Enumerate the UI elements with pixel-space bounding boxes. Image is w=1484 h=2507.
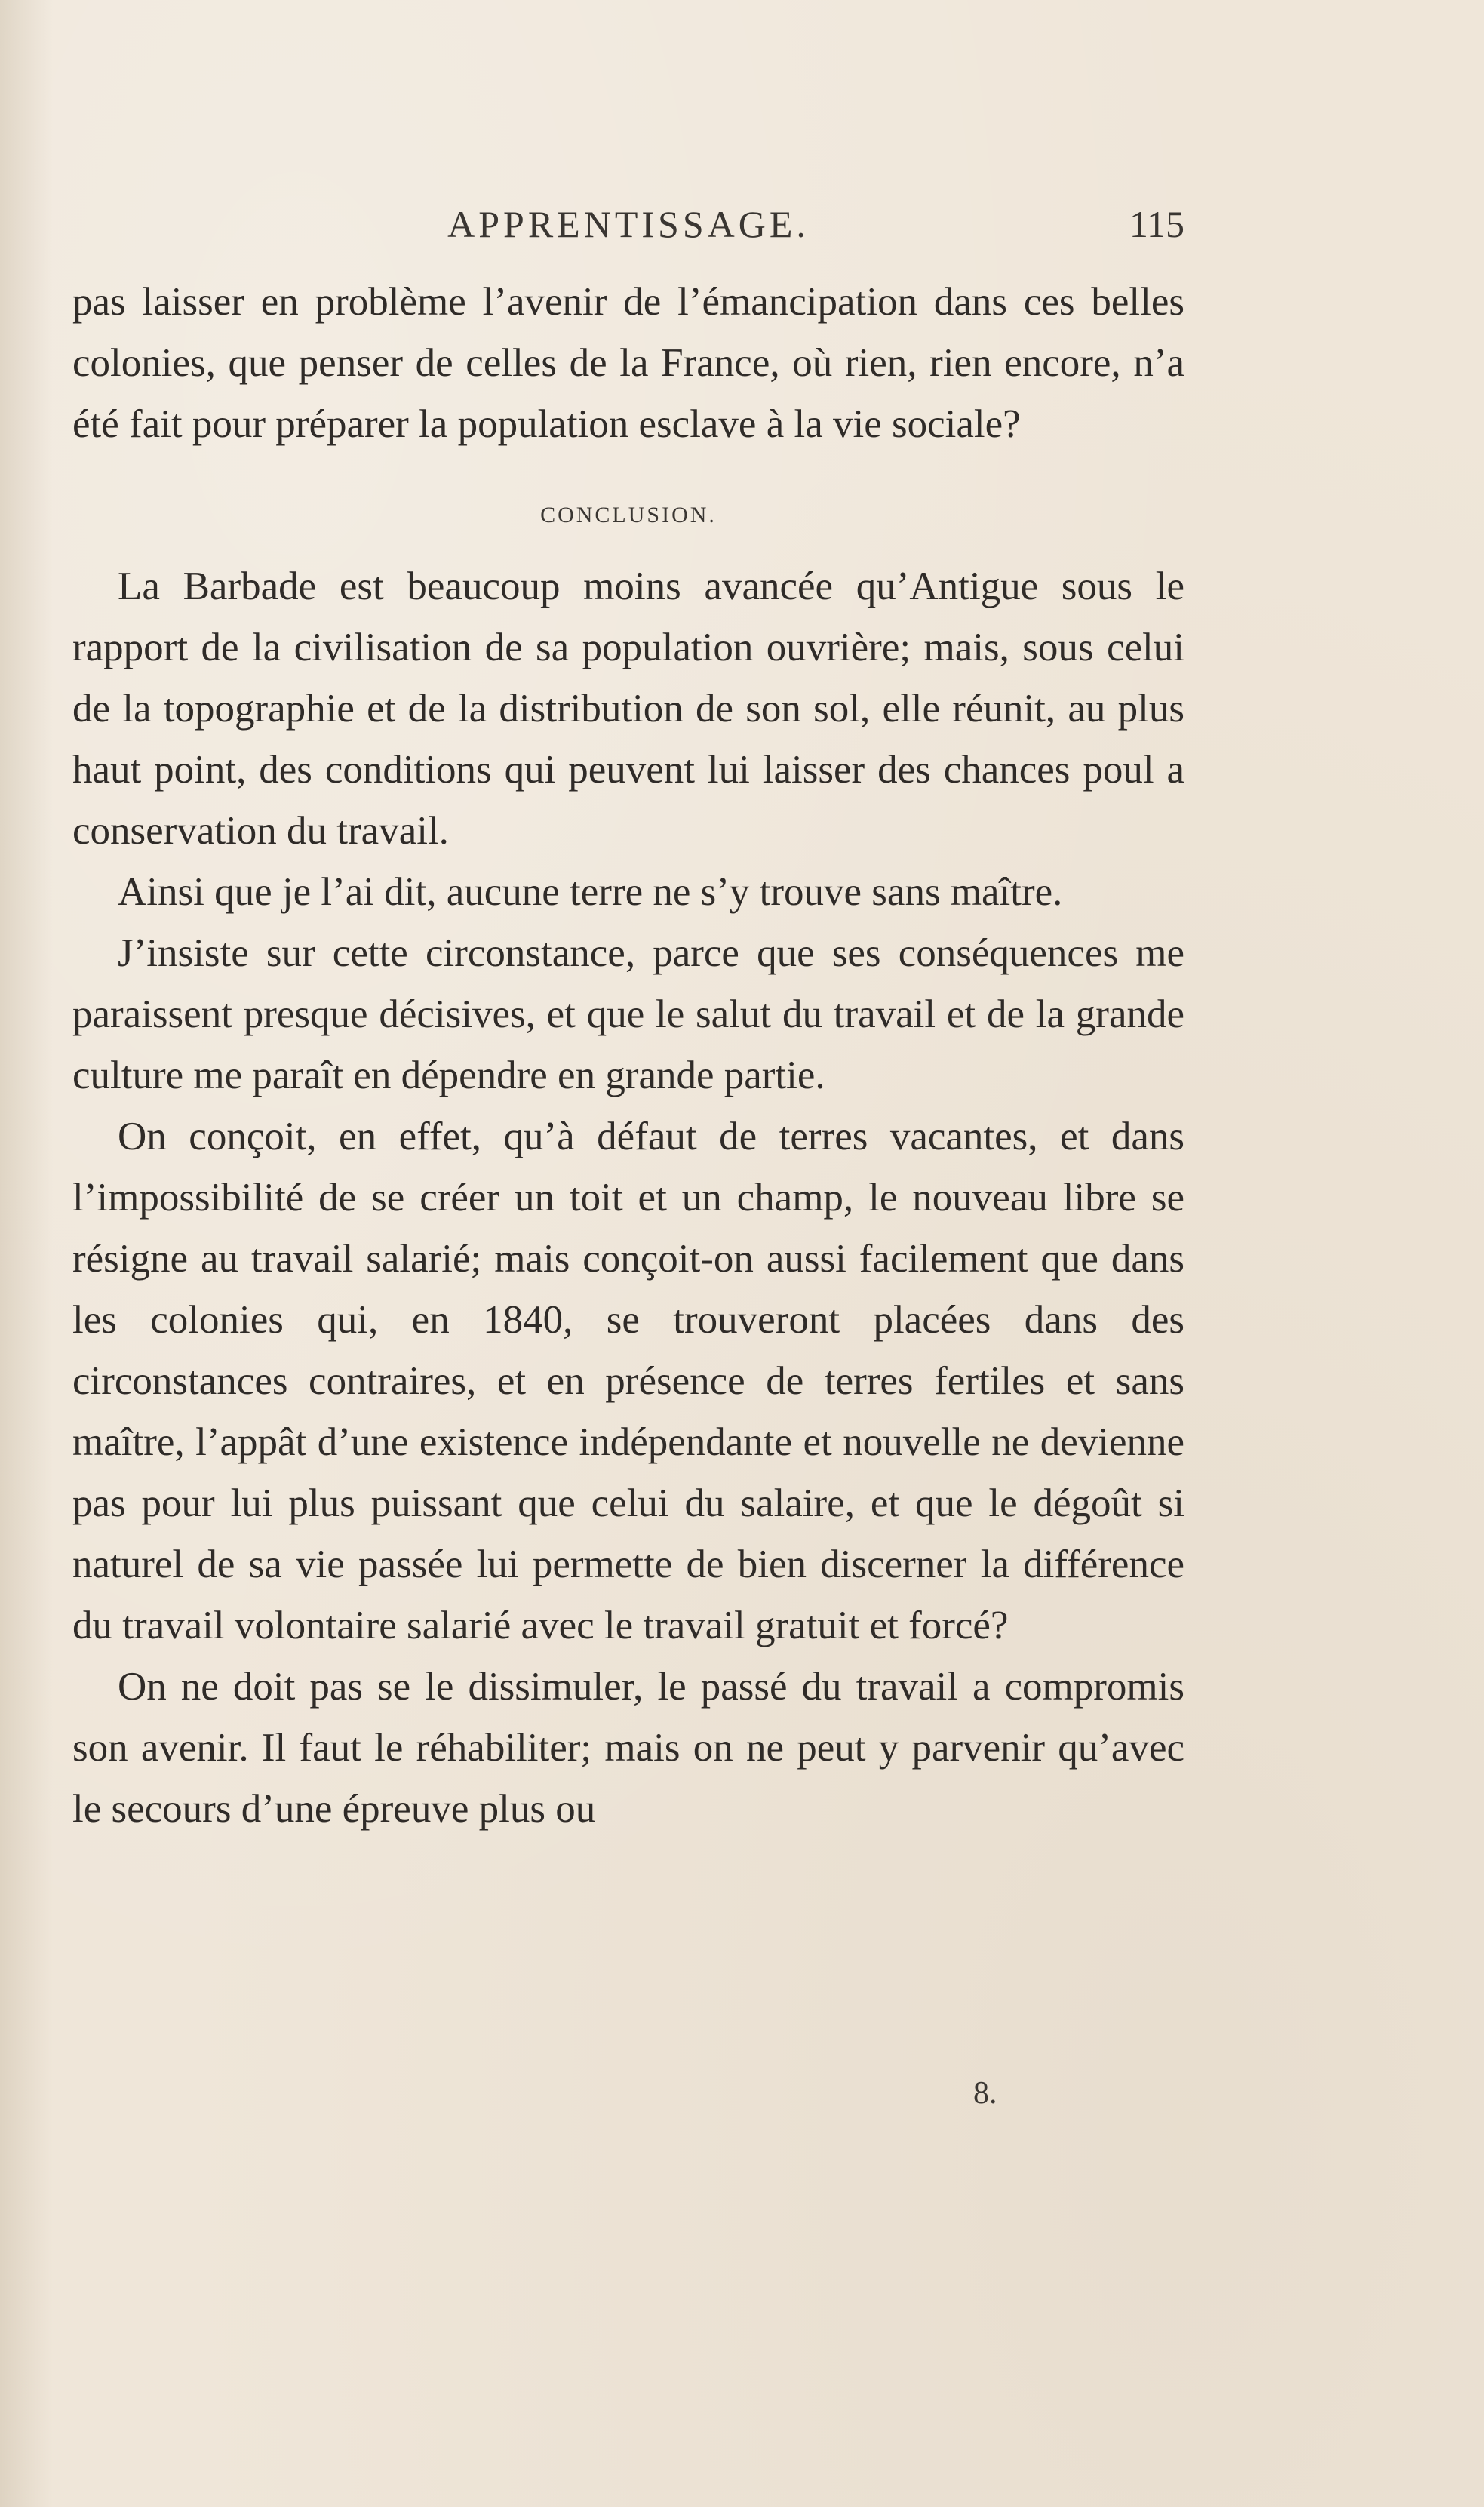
paragraph-continued: pas laisser en problème l’avenir de l’émancipation dans ces belles colonies, que penser de celles de la France, où rien, rien encore, n’a été fait pour préparer la population esclave à la vie sociale? [72,280,1184,446]
paragraph: On ne doit pas se le dissimuler, le passé du travail a compromis son avenir. Il faut le réhabiliter; mais on ne peut y parvenir qu’avec le secours d’une épreuve plus ou [72,1665,1184,1831]
paragraph: On conçoit, en effet, qu’à défaut de terres vacantes, et dans l’impossibilité de se créer un toit et un champ, le nouveau libre se résigne au travail salarié; mais conçoit-on aussi facilement que dans les colonies qui, en 1840, se trouveront placées dans des circonstances contraires, et en présence de terres fertiles et sans maître, l’appât d’une existence indépendante et nouvelle ne devienne pas pour lui plus puissant que celui du salaire, et que le dégoût si naturel de sa vie passée lui permette de bien discerner la différence du travail volontaire salarié avec le travail gratuit et forcé? [72,1115,1184,1647]
page-number: 115 [1129,203,1184,245]
section-heading: CONCLUSION. [540,503,717,528]
paragraph: La Barbade est beaucoup moins avancée qu’Antigue sous le rapport de la civilisation de sa population ouvrière; mais, sous celui de la topographie et de la distribution de son sol, elle réunit, au plus haut point, des conditions qui peuvent lui laisser des chances poul a conservation du travail. [72,564,1184,853]
main-text [72,272,1184,1840]
running-head [72,202,1184,263]
paragraph: J’insiste sur cette circonstance, parce que ses conséquences me paraissent presque décisives, et que le salut du travail et de la grande culture me paraît en dépendre en grande partie. [72,931,1184,1097]
paragraph: Ainsi que je l’ai dit, aucune terre ne s’y trouve sans maître. [118,870,1063,914]
signature-mark: 8. [973,2076,997,2111]
page-edge-shadow [0,0,53,2507]
running-title: APPRENTISSAGE. [447,203,810,245]
